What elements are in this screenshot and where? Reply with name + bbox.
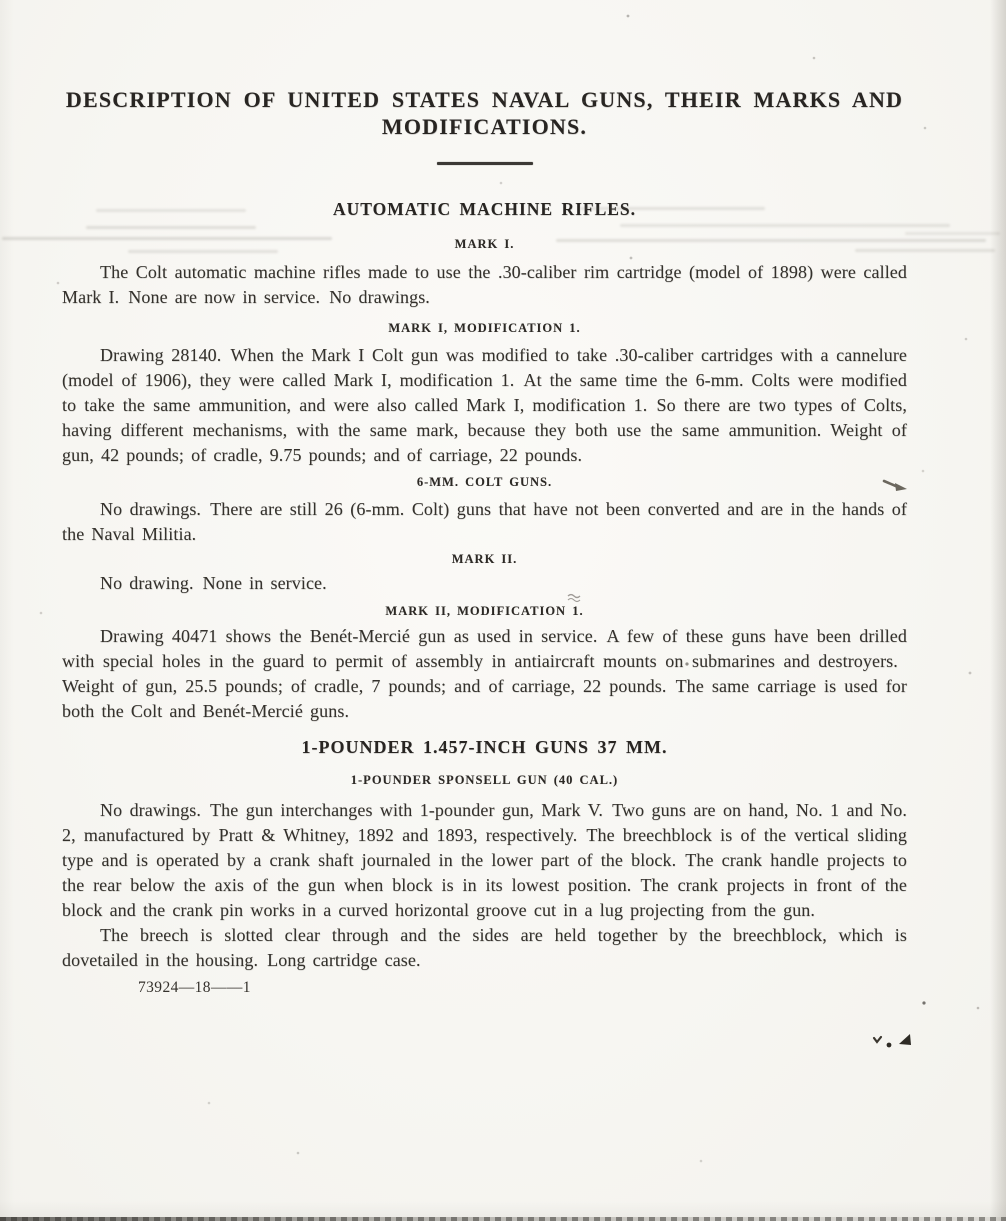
- subsection-heading-mark-ii: MARK II.: [451, 552, 518, 566]
- title-divider-rule: [437, 162, 533, 165]
- paragraph-mark-ii-modification-1: Drawing 40471 shows the Benét-Mercié gun as used in service. A few of these guns have been drilled with special holes in the guard to permit of assembly in antiaircraft mounts on submarines and destroyers. Weight of gun, 25.5 pounds; of cradle, 7 pounds; and of carriage, 22 pounds. The same carriage is used for both the Colt and Benét-Mercié guns.: [62, 626, 907, 721]
- ink-blot-cluster: [866, 1028, 914, 1052]
- page-bottom-scan-edge: [0, 1217, 1006, 1221]
- scan-streak: [96, 209, 246, 212]
- scan-streak: [128, 250, 278, 253]
- scan-streak: [855, 249, 995, 252]
- paragraph-sponsell-gun-2: The breech is slotted clear through and the sides are held together by the breechblock, which is dovetailed in the housing. Long cartridge case.: [62, 925, 907, 970]
- page-content: [62, 86, 907, 997]
- document-title: DESCRIPTION OF UNITED STATES NAVAL GUNS, THEIR MARKS AND MODIFICATIONS.: [65, 87, 904, 139]
- pencil-squiggle-mark: [566, 592, 582, 604]
- pencil-arrow-mark: [882, 476, 912, 496]
- scan-streak: [580, 207, 765, 210]
- scan-streak: [556, 239, 986, 242]
- scan-streak: [620, 224, 950, 227]
- scan-streak: [86, 226, 256, 229]
- scan-streak: [905, 232, 1000, 235]
- subsection-heading-6-mm-colt-guns: 6-MM. COLT GUNS.: [416, 475, 553, 489]
- subsection-heading-mark-i: MARK I.: [454, 237, 515, 251]
- subsection-heading-mark-ii-modification-1: MARK II, MODIFICATION 1.: [385, 604, 584, 618]
- scan-streak: [2, 237, 332, 240]
- printer-signature-mark: 73924—18——1: [138, 979, 251, 996]
- paper-dust-specks: [0, 0, 2, 2]
- paragraph-6-mm-colt-guns: No drawings. There are still 26 (6-mm. Colt) guns that have not been converted and are in the hands of the Naval Militia.: [62, 499, 907, 544]
- section-heading-1-pounder-guns: 1-POUNDER 1.457-INCH GUNS 37 MM.: [301, 737, 668, 757]
- page-right-edge-shadow: [990, 0, 1006, 1221]
- paragraph-mark-ii: No drawing. None in service.: [100, 573, 327, 593]
- paragraph-mark-i-modification-1: Drawing 28140. When the Mark I Colt gun was modified to take .30-caliber cartridges with a cannelure (model of 1906), they were called Mark I, modification 1. At the same time the 6-mm. Colts were modified to take the same ammunition, and were also called Mark I, modification 1. So there are two types of Colts, having different mechanisms, with the same mark, because they both use the same ammunition. Weight of gun, 42 pounds; of cradle, 9.75 pounds; and of carriage, 22 pounds.: [62, 345, 907, 465]
- paragraph-sponsell-gun-1: No drawings. The gun interchanges with 1-pounder gun, Mark V. Two guns are on hand, No. 1 and No. 2, manufactured by Pratt & Whitney, 1892 and 1893, respectively. The breechblock is of the vertical sliding type and is operated by a crank shaft journaled in the lower part of the block. The crank handle projects to the rear below the axis of the gun when block is in its lowest position. The crank projects in front of the block and the crank pin works in a curved horizontal groove cut in a lug projecting from the gun.: [62, 800, 907, 920]
- section-heading-automatic-machine-rifles: AUTOMATIC MACHINE RIFLES.: [332, 199, 637, 219]
- subsection-heading-mark-i-modification-1: MARK I, MODIFICATION 1.: [388, 321, 581, 335]
- paragraph-mark-i: The Colt automatic machine rifles made to use the .30-caliber rim cartridge (model of 1898) were called Mark I. None are now in service. No drawings.: [62, 262, 907, 307]
- subsection-heading-1-pounder-sponsell-gun: 1-POUNDER SPONSELL GUN (40 CAL.): [350, 773, 619, 787]
